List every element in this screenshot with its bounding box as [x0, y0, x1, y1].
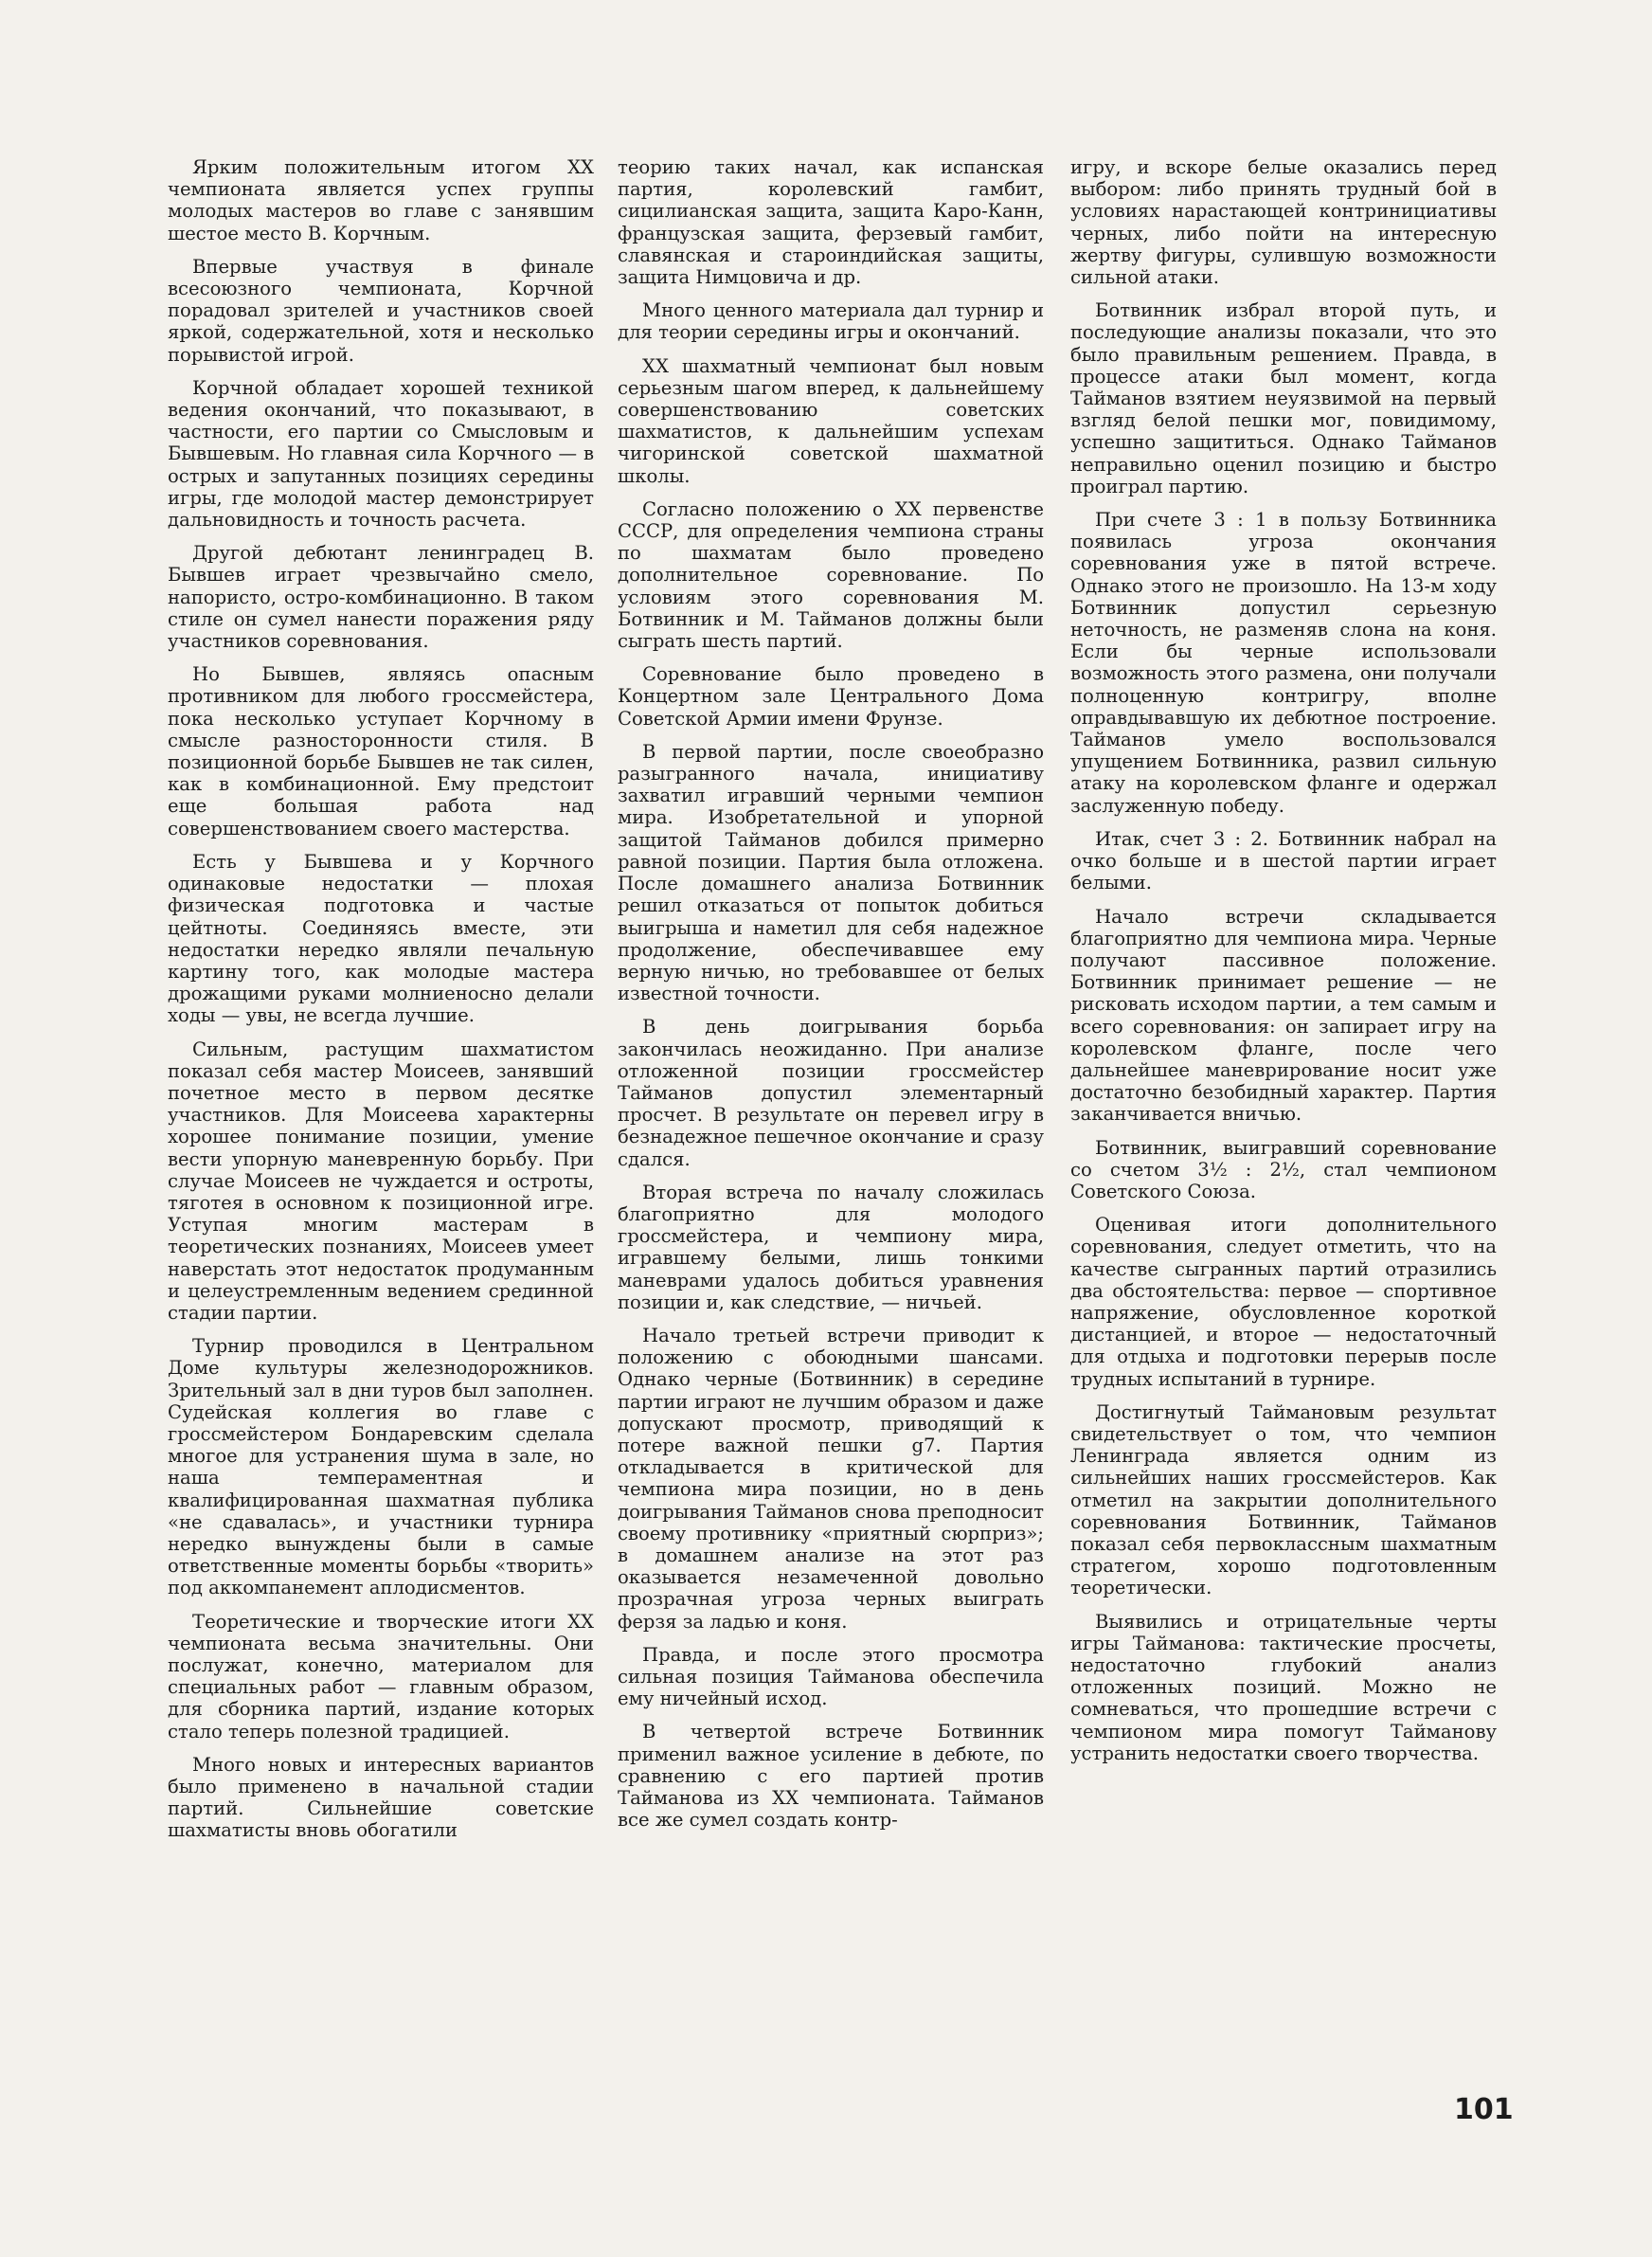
- paragraph: Ботвинник, выигравший соревнование со счетом 3½ : 2½, стал чемпионом Советского Союза.: [1070, 1136, 1497, 1202]
- paragraph: Начало встречи складывается благоприятно для чемпиона мира. Черные получают пассивное положение. Ботвинник принимает решение — не рисковать исходом партии, а тем самым и всего соревнования: он запирает игру на королевском фланге, после чего дальнейшее маневрирование носит уже достаточно безобидный характер. Партия заканчивается вничью.: [1070, 905, 1497, 1126]
- paragraph: Но Бывшев, являясь опасным противником для любого гроссмейстера, пока несколько уступает Корчному в смысле разносторонности стиля. В позиционной борьбе Бывшев не так силен, как в комбинационной. Ему предстоит еще большая работа над совершенствованием своего мастерства.: [168, 663, 594, 840]
- text-column-2: [618, 156, 1044, 1842]
- paragraph: В день доигрывания борьба закончилась неожиданно. При анализе отложенной позиции гроссмейстер Тайманов допустил элементарный просчет. В результате он перевел игру в безнадежное пешечное окончание и сразу сдался.: [618, 1016, 1044, 1170]
- paragraph: Достигнутый Таймановым результат свидетельствует о том, что чемпион Ленинграда является одним из сильнейших наших гроссмейстеров. Как отметил на закрытии дополнительного соревнования Ботвинник, Тайманов показал себя первоклассным шахматным стратегом, хорошо подготовленным теоретически.: [1070, 1400, 1497, 1599]
- text-column-1: [168, 156, 594, 1853]
- paragraph: Другой дебютант ленинградец В. Бывшев играет чрезвычайно смело, напористо, остро-комбинационно. В таком стиле он сумел нанести поражения ряду участников соревнования.: [168, 542, 594, 653]
- paragraph: При счете 3 : 1 в пользу Ботвинника появилась угроза окончания соревнования уже в пятой встрече. Однако этого не произошло. На 13-м ходу Ботвинник допустил серьезную неточность, не разменяв слона на коня. Если бы черные использовали возможность этого размена, они получали полноценную контригру, вполне оправдывавшую их дебютное построение. Тайманов умело воспользовался упущением Ботвинника, развил сильную атаку на королевском фланге и одержал заслуженную победу.: [1070, 509, 1497, 817]
- paragraph: Соревнование было проведено в Концертном зале Центрального Дома Советской Армии имени Фрунзе.: [618, 663, 1044, 730]
- paragraph: Ярким положительным итогом XX чемпионата является успех группы молодых мастеров во главе с занявшим шестое место В. Корчным.: [168, 156, 594, 244]
- page-number: 101: [1454, 2093, 1514, 2126]
- paragraph: В четвертой встрече Ботвинник применил важное усиление в дебюте, по сравнению с его партией против Тайманова из XX чемпионата. Тайманов все же сумел создать контр-: [618, 1721, 1044, 1832]
- paragraph: Выявились и отрицательные черты игры Тайманова: тактические просчеты, недостаточно глубокий анализ отложенных позиций. Можно не сомневаться, что прошедшие встречи с чемпионом мира помогут Тайманову устранить недостатки своего творчества.: [1070, 1610, 1497, 1764]
- paragraph: Правда, и после этого просмотра сильная позиция Тайманова обеспечила ему ничейный исход.: [618, 1643, 1044, 1710]
- text-column-3: [1070, 156, 1497, 1776]
- paragraph: В первой партии, после своеобразно разыгранного начала, инициативу захватил игравший черными чемпион мира. Изобретательной и упорной защитой Тайманов добился примерно равной позиции. Партия была отложена. После домашнего анализа Ботвинник решил отказаться от попыток добиться выигрыша и наметил для себя надежное продолжение, обеспечивавшее ему верную ничью, но требовавшее от белых известной точности.: [618, 740, 1044, 1005]
- paragraph: игру, и вскоре белые оказались перед выбором: либо принять трудный бой в условиях нарастающей контринициативы черных, либо пойти на интересную жертву фигуры, сулившую возможности сильной атаки.: [1070, 156, 1497, 289]
- paragraph: Турнир проводился в Центральном Доме культуры железнодорожников. Зрительный зал в дни туров был заполнен. Судейская коллегия во главе с гроссмейстером Бондаревским сделала многое для устранения шума в зале, но наша темпераментная и квалифицированная шахматная публика «не сдавалась», и участники турнира нередко вынуждены были в самые ответственные моменты борьбы «творить» под аккомпанемент аплодисментов.: [168, 1335, 594, 1599]
- paragraph: Согласно положению о XX первенстве СССР, для определения чемпиона страны по шахматам было проведено дополнительное соревнование. По условиям этого соревнования М. Ботвинник и М. Тайманов должны были сыграть шесть партий.: [618, 497, 1044, 653]
- paragraph: Сильным, растущим шахматистом показал себя мастер Моисеев, занявший почетное место в первом десятке участников. Для Моисеева характерны хорошее понимание позиции, умение вести упорную маневренную борьбу. При случае Моисеев не чуждается и остроты, тяготея в основном к позиционной игре. Уступая многим мастерам в теоретических познаниях, Моисеев умеет наверстать этот недостаток продуманным и целеустремленным ведением срединной стадии партии.: [168, 1038, 594, 1324]
- paragraph: Итак, счет 3 : 2. Ботвинник набрал на очко больше и в шестой партии играет белыми.: [1070, 827, 1497, 894]
- paragraph: Корчной обладает хорошей техникой ведения окончаний, что показывают, в частности, его партии со Смысловым и Бывшевым. Но главная сила Корчного — в острых и запутанных позициях середины игры, где молодой мастер демонстрирует дальновидность и точность расчета.: [168, 376, 594, 532]
- paragraph: Теоретические и творческие итоги XX чемпионата весьма значительны. Они послужат, конечно, материалом для специальных работ — главным образом, для сборника партий, издание которых стало теперь полезной традицией.: [168, 1610, 594, 1742]
- paragraph: Много ценного материала дал турнир и для теории середины игры и окончаний.: [618, 299, 1044, 344]
- paragraph: Оценивая итоги дополнительного соревнования, следует отметить, что на качестве сыгранных партий отразились два обстоятельства: первое — спортивное напряжение, обусловленное короткой дистанцией, и второе — недостаточный для отдыха и подготовки перерыв после трудных испытаний в турнире.: [1070, 1214, 1497, 1390]
- paragraph: теорию таких начал, как испанская партия, королевский гамбит, сицилианская защита, защита Каро-Канн, французская защита, ферзевый гамбит, славянская и староиндийская защиты, защита Нимцовича и др.: [618, 156, 1044, 289]
- paragraph: Есть у Бывшева и у Корчного одинаковые недостатки — плохая физическая подготовка и частые цейтноты. Соединяясь вместе, эти недостатки нередко являли печальную картину того, как молодые мастера дрожащими руками молниеносно делали ходы — увы, не всегда лучшие.: [168, 850, 594, 1027]
- paragraph: Впервые участвуя в финале всесоюзного чемпионата, Корчной порадовал зрителей и участников своей яркой, содержательной, хотя и несколько порывистой игрой.: [168, 255, 594, 366]
- paragraph: Вторая встреча по началу сложилась благоприятно для молодого гроссмейстера, и чемпиону мира, игравшему белыми, лишь тонкими маневрами удалось добиться уравнения позиции и, как следствие, — ничьей.: [618, 1181, 1044, 1313]
- paragraph: Много новых и интересных вариантов было применено в начальной стадии партий. Сильнейшие советские шахматисты вновь обогатили: [168, 1753, 594, 1842]
- paragraph: Ботвинник избрал второй путь, и последующие анализы показали, что это было правильным решением. Правда, в процессе атаки был момент, когда Тайманов взятием неуязвимой на первый взгляд белой пешки мог, повидимому, успешно защититься. Однако Тайманов неправильно оценил позицию и быстро проиграл партию.: [1070, 299, 1497, 497]
- paragraph: XX шахматный чемпионат был новым серьезным шагом вперед, к дальнейшему совершенствованию советских шахматистов, к дальнейшим успехам чигоринской советской шахматной школы.: [618, 354, 1044, 487]
- paragraph: Начало третьей встречи приводит к положению с обоюдными шансами. Однако черные (Ботвинник) в середине партии играют не лучшим образом и даже допускают просмотр, приводящий к потере важной пешки g7. Партия откладывается в критической для чемпиона мира позиции, но в день доигрывания Тайманов снова преподносит своему противнику «приятный сюрприз»; в домашнем анализе на этот раз оказывается незамеченной довольно прозрачная угроза черных выиграть ферзя за ладью и коня.: [618, 1324, 1044, 1633]
